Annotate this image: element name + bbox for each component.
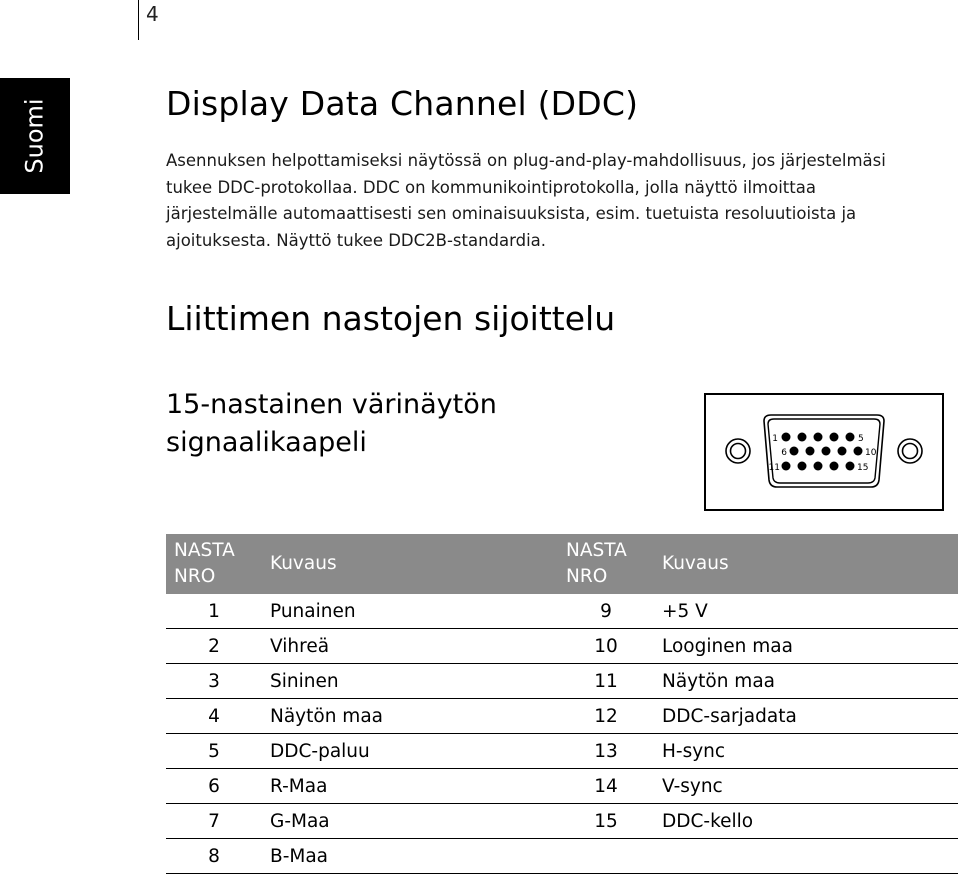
pin-3	[814, 433, 823, 442]
header-description-left: Kuvaus	[262, 534, 558, 594]
pin-number: 15	[558, 804, 654, 839]
page-margin-line	[138, 0, 139, 40]
table-row	[166, 629, 958, 664]
pin-description: DDC-sarjadata	[654, 699, 958, 734]
section-title: Display Data Channel (DDC)	[166, 84, 639, 123]
side-tab-label: Suomi	[21, 98, 49, 174]
pin-1	[782, 433, 791, 442]
pin-label-10: 10	[865, 448, 877, 458]
pin-12	[798, 462, 807, 471]
pin-description: DDC-kello	[654, 804, 958, 839]
pin-number: 5	[166, 734, 262, 769]
pin-number: 12	[558, 699, 654, 734]
pin-description: DDC-paluu	[262, 734, 558, 769]
language-side-tab	[0, 78, 70, 194]
pin-14	[830, 462, 839, 471]
pinout-subtitle: 15-nastainen värinäytön signaalikaapeli	[166, 389, 497, 458]
pin-description: H-sync	[654, 734, 958, 769]
pin-number: 13	[558, 734, 654, 769]
pin-7	[806, 447, 815, 456]
table-row	[166, 664, 958, 699]
pinout-title: Liittimen nastojen sijoittelu	[166, 299, 616, 338]
pin-11	[782, 462, 791, 471]
pin-description: Looginen maa	[654, 629, 958, 664]
pin-description: Sininen	[262, 664, 558, 699]
table-row	[166, 699, 958, 734]
pin-number: 8	[166, 839, 262, 874]
table-row	[166, 804, 958, 839]
table-row	[166, 594, 958, 629]
pin-2	[798, 433, 807, 442]
pin-description: +5 V	[654, 594, 958, 629]
table-row	[166, 769, 958, 804]
table-row	[166, 839, 958, 874]
pin-10	[854, 447, 863, 456]
pin-number	[558, 839, 654, 874]
vga-connector-diagram	[704, 393, 944, 511]
pin-number: 3	[166, 664, 262, 699]
pin-number: 2	[166, 629, 262, 664]
pin-6	[790, 447, 799, 456]
pin-description: V-sync	[654, 769, 958, 804]
pin-description: Vihreä	[262, 629, 558, 664]
pin-description: Näytön maa	[262, 699, 558, 734]
pin-number: 4	[166, 699, 262, 734]
pin-label-11: 11	[768, 463, 780, 473]
pin-description: Näytön maa	[654, 664, 958, 699]
pin-9	[838, 447, 847, 456]
pin-number: 10	[558, 629, 654, 664]
pin-label-15: 15	[857, 463, 869, 473]
pin-13	[814, 462, 823, 471]
pinout-table	[166, 534, 958, 874]
pin-number: 1	[166, 594, 262, 629]
pin-label-1: 1	[772, 434, 778, 444]
pin-4	[830, 433, 839, 442]
pin-label-6: 6	[781, 448, 787, 458]
pin-number: 6	[166, 769, 262, 804]
header-pin-number-left: NASTA NRO	[166, 534, 262, 594]
page-number: 4	[146, 2, 159, 26]
table-row	[166, 734, 958, 769]
pin-description: Punainen	[262, 594, 558, 629]
header-description-right: Kuvaus	[654, 534, 958, 594]
pin-number: 7	[166, 804, 262, 839]
pin-description: G-Maa	[262, 804, 558, 839]
pin-number: 9	[558, 594, 654, 629]
pin-number: 11	[558, 664, 654, 699]
pin-description	[654, 839, 958, 874]
pin-number: 14	[558, 769, 654, 804]
pin-15	[846, 462, 855, 471]
pin-8	[822, 447, 831, 456]
pin-label-5: 5	[858, 434, 864, 444]
header-pin-number-right: NASTA NRO	[558, 534, 654, 594]
pin-5	[846, 433, 855, 442]
pin-description: R-Maa	[262, 769, 558, 804]
table-header-row	[166, 534, 958, 594]
pin-description: B-Maa	[262, 839, 558, 874]
section-paragraph: Asennuksen helpottamiseksi näytössä on plug-and-play-mahdollisuus, jos järjestelmäsi tukee DDC-protokollaa. DDC on kommunikointiprotokolla, jolla näyttö ilmoittaa järjestelmälle automaattisesti sen ominaisuuksista, esim. tuetuista resoluutioista ja ajoituksesta. Näyttö tukee DDC2B-standardia.	[166, 151, 886, 250]
